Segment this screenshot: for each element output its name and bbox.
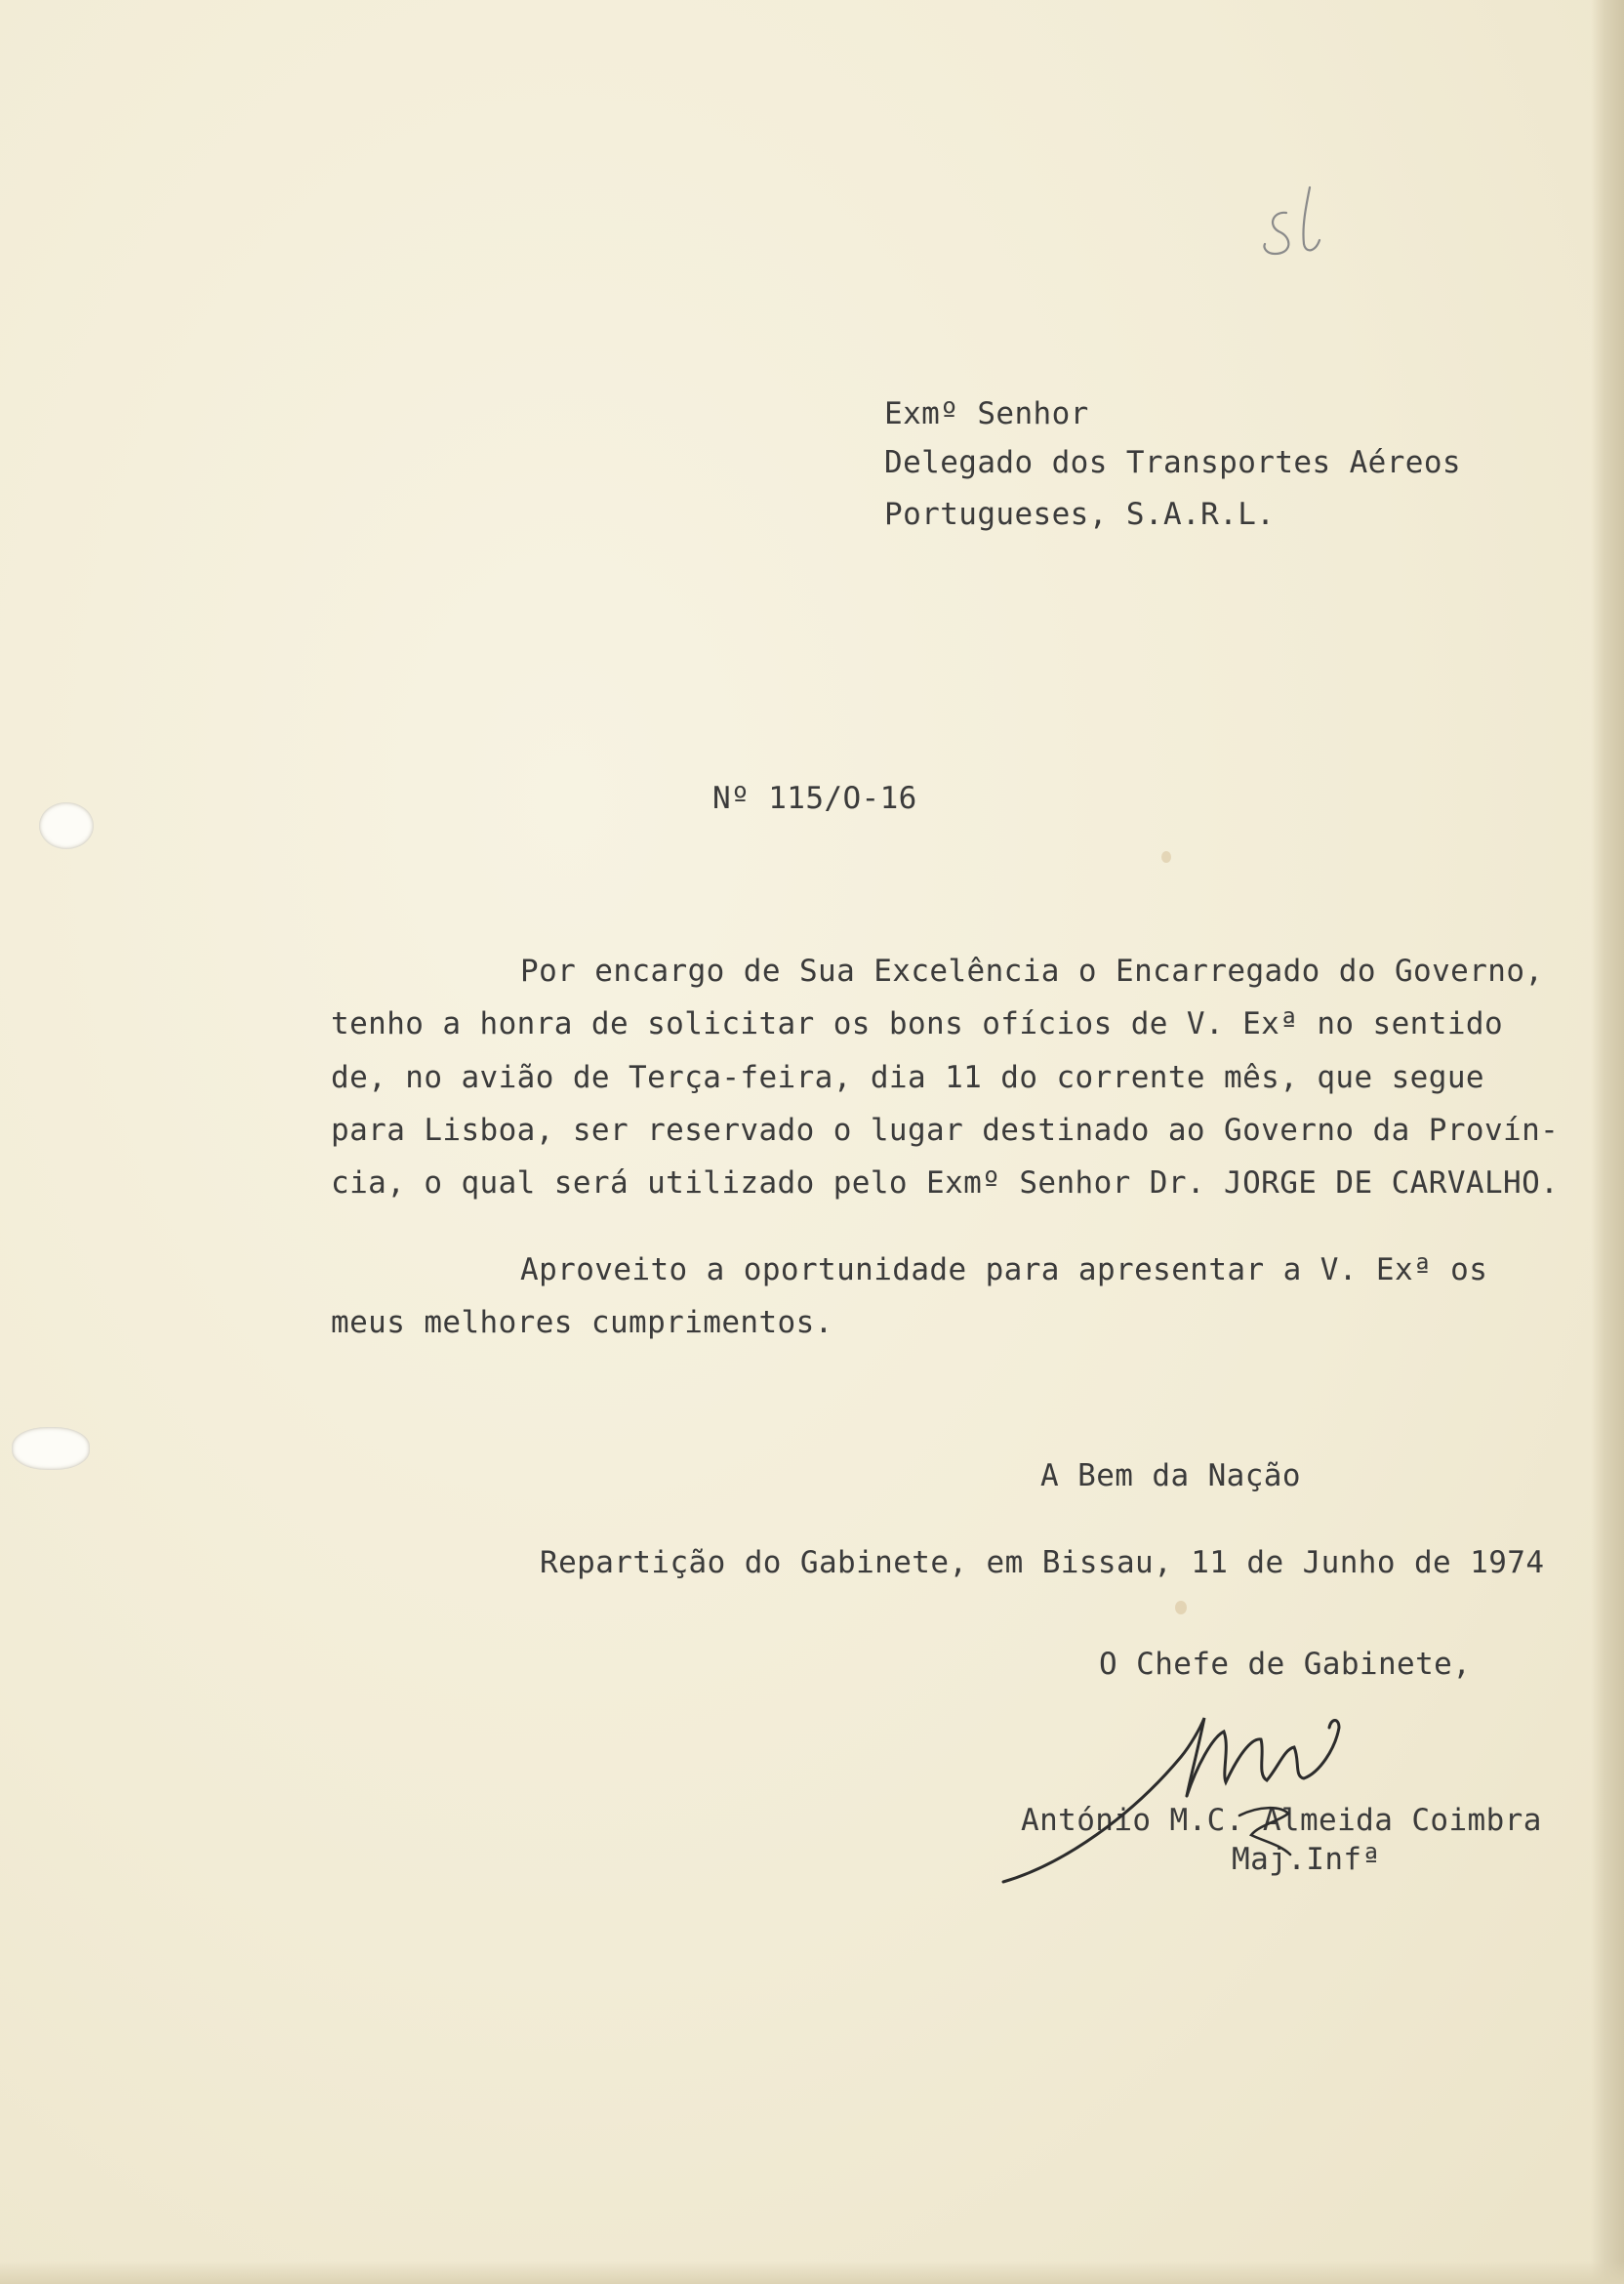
body-line: cia, o qual será utilizado pelo Exmº Senhor Dr. JORGE DE CARVALHO. [331,1165,1560,1201]
addressee-line-1: Exmº Senhor [884,396,1089,431]
place-date: Repartição do Gabinete, em Bissau, 11 de Junho de 1974 [540,1545,1545,1580]
body-line: tenho a honra de solicitar os bons ofícios de V. Exª no sentido [331,1006,1504,1041]
paper-stain [1161,851,1171,863]
paper-edge [1591,0,1624,2284]
body-line: meus melhores cumprimentos. [331,1305,833,1340]
body-line: Por encargo de Sua Excelência o Encarregado do Governo, [520,954,1544,989]
punch-hole-top [39,802,94,849]
addressee-line-2: Delegado dos Transportes Aéreos [884,445,1461,480]
paper-stain [1175,1601,1187,1614]
handwritten-signature [995,1689,1405,1884]
signatory-name: António M.C. Almeida Coimbra [1021,1803,1542,1838]
handwritten-note [1259,184,1347,271]
reference-number: Nº 115/O-16 [712,781,917,816]
body-line: de, no avião de Terça-feira, dia 11 do corrente mês, que segue [331,1060,1484,1095]
addressee-line-3: Portugueses, S.A.R.L. [884,497,1276,532]
closing-salutation: A Bem da Nação [1040,1458,1301,1493]
body-line: Aproveito a oportunidade para apresentar a V. Exª os [520,1252,1488,1287]
signatory-role: O Chefe de Gabinete, [1099,1647,1472,1682]
signatory-rank: Maj.Infª [1232,1842,1381,1877]
punch-hole-bottom [12,1427,90,1470]
body-line: para Lisboa, ser reservado o lugar destinado ao Governo da Provín- [331,1113,1560,1148]
paper-edge-bottom [0,2261,1624,2284]
